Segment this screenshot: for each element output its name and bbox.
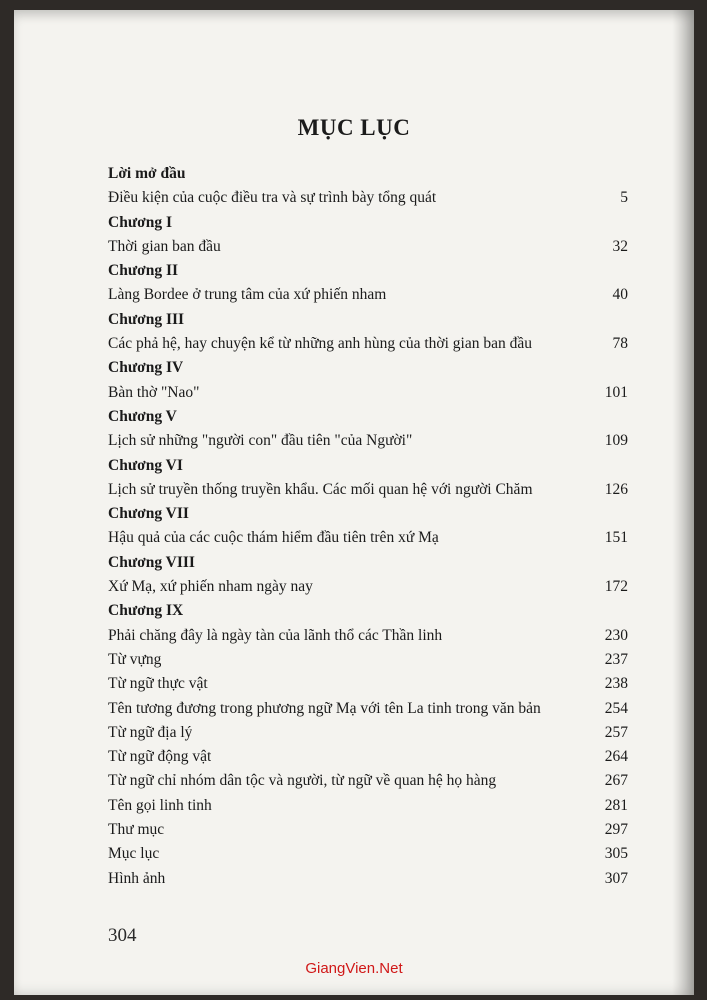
toc-entry	[108, 235, 628, 259]
toc-entry-label: Chương VII	[108, 505, 189, 523]
toc-entry	[108, 721, 628, 745]
toc-entry-label: Tên gọi linh tinh	[108, 796, 212, 814]
toc-entry	[108, 186, 628, 210]
toc-entry-page: 5	[620, 189, 628, 207]
toc-chapter-heading	[108, 551, 628, 575]
toc-chapter-heading	[108, 356, 628, 380]
toc-entry-label: Lịch sử những "người con" đầu tiên "của Người"	[108, 432, 413, 450]
table-of-contents	[108, 162, 628, 891]
toc-entry	[108, 429, 628, 453]
toc-entry-label: Hậu quả của các cuộc thám hiểm đầu tiên trên xứ Mạ	[108, 529, 439, 547]
page-edge-shadow	[672, 10, 694, 995]
toc-entry-page: 78	[612, 335, 628, 353]
toc-entry-page: 238	[604, 675, 628, 693]
page-number: 304	[108, 925, 137, 946]
toc-entry-page: 267	[604, 772, 628, 790]
toc-entry-label: Lời mở đầu	[108, 165, 186, 182]
toc-entry-label: Bàn thờ "Nao"	[108, 383, 200, 401]
toc-entry-label: Tên tương đương trong phương ngữ Mạ với tên La tinh trong văn bản	[108, 699, 541, 717]
toc-entry-label: Điều kiện của cuộc điều tra và sự trình bày tổng quát	[108, 189, 437, 207]
toc-entry-label: Mục lục	[108, 845, 160, 863]
toc-entry-label: Làng Bordee ở trung tâm của xứ phiến nham	[108, 286, 387, 304]
toc-entry	[108, 381, 628, 405]
watermark-text: GiangVien.Net	[305, 960, 403, 977]
toc-chapter-heading	[108, 162, 628, 186]
toc-entry-page: 230	[604, 626, 628, 644]
toc-entry	[108, 332, 628, 356]
toc-entry-label: Chương V	[108, 407, 177, 425]
page-title: MỤC LỤC	[297, 115, 411, 140]
toc-entry-page: 264	[604, 748, 628, 766]
toc-entry-label: Chương VI	[108, 456, 183, 474]
toc-chapter-heading	[108, 211, 628, 235]
toc-entry	[108, 526, 628, 550]
toc-entry-page: 40	[612, 286, 628, 304]
toc-chapter-heading	[108, 599, 628, 623]
toc-entry-page: 307	[604, 869, 628, 887]
toc-entry-label: Từ ngữ chỉ nhóm dân tộc và người, từ ngữ về quan hệ họ hàng	[108, 772, 497, 790]
toc-entry	[108, 575, 628, 599]
toc-entry-label: Chương IV	[108, 359, 184, 377]
toc-entry-label: Hình ảnh	[108, 869, 166, 887]
toc-entry	[108, 794, 628, 818]
toc-entry-page: 257	[604, 723, 628, 741]
toc-entry-label: Thư mục	[108, 821, 165, 839]
toc-entry-label: Từ ngữ động vật	[108, 748, 212, 766]
toc-entry-label: Xứ Mạ, xứ phiến nham ngày nay	[108, 578, 313, 596]
toc-entry	[108, 478, 628, 502]
toc-entry-label: Chương IX	[108, 602, 184, 620]
toc-entry-label: Từ ngữ địa lý	[108, 723, 193, 741]
toc-entry	[108, 745, 628, 769]
toc-entry	[108, 648, 628, 672]
toc-entry-label: Chương II	[108, 262, 179, 280]
toc-entry-label: Chương VIII	[108, 553, 195, 571]
toc-entry-page: 281	[604, 796, 628, 814]
toc-entry-label: Từ vựng	[108, 650, 162, 668]
toc-entry-page: 151	[604, 529, 628, 547]
toc-entry	[108, 672, 628, 696]
toc-entry-label: Thời gian ban đầu	[108, 237, 221, 255]
toc-chapter-heading	[108, 259, 628, 283]
toc-entry	[108, 842, 628, 866]
toc-entry	[108, 867, 628, 891]
toc-entry-page: 126	[604, 480, 628, 498]
toc-entry-page: 254	[604, 699, 628, 717]
toc-entry	[108, 769, 628, 793]
toc-chapter-heading	[108, 454, 628, 478]
toc-entry-label: Phải chăng đây là ngày tàn của lãnh thổ các Thần linh	[108, 626, 443, 644]
toc-entry-page: 32	[612, 237, 628, 255]
toc-chapter-heading	[108, 405, 628, 429]
toc-entry-label: Lịch sử truyền thống truyền khẩu. Các mối quan hệ với người Chăm	[108, 480, 533, 498]
toc-entry	[108, 697, 628, 721]
toc-entry-page: 109	[604, 432, 628, 450]
toc-entry-page: 101	[604, 383, 628, 401]
toc-entry-page: 305	[604, 845, 628, 863]
toc-chapter-heading	[108, 502, 628, 526]
toc-entry-label: Chương I	[108, 213, 172, 231]
toc-entry	[108, 818, 628, 842]
toc-entry-page: 237	[604, 650, 628, 668]
toc-entry-label: Từ ngữ thực vật	[108, 675, 208, 693]
toc-chapter-heading	[108, 308, 628, 332]
toc-entry-label: Các phả hệ, hay chuyện kể từ những anh hùng của thời gian ban đầu	[108, 335, 533, 353]
toc-entry	[108, 624, 628, 648]
toc-entry	[108, 283, 628, 307]
toc-entry-page: 297	[604, 821, 628, 839]
toc-entry-label: Chương III	[108, 310, 185, 328]
toc-entry-page: 172	[604, 578, 628, 596]
book-page	[14, 10, 694, 995]
